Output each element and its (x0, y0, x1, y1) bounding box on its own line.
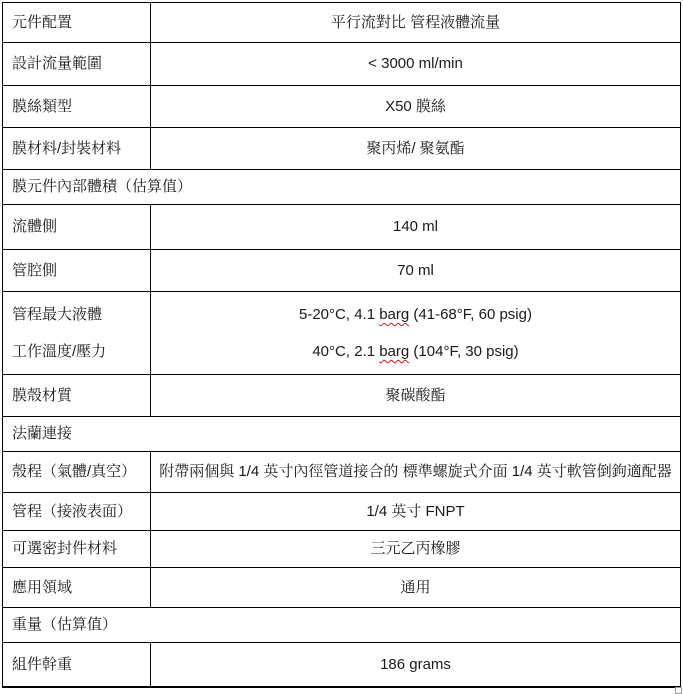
table-row (3, 128, 680, 170)
row-value (151, 86, 680, 127)
label-line: 膜殼材質 (12, 386, 73, 404)
value-text: (104°F, 30 psig) (409, 343, 519, 360)
row-label (3, 531, 151, 567)
label-line: 管程（接液表面） (12, 502, 133, 520)
table-row (3, 250, 680, 292)
row-value (151, 493, 680, 530)
value-text: 5-20°C, 4.1 (299, 305, 380, 323)
table-row (3, 292, 680, 375)
value-line (370, 540, 460, 557)
section-header-row (3, 608, 680, 643)
value-text: < 3000 ml/min (368, 55, 463, 73)
section-header-row (3, 170, 680, 205)
value-text: X50 膜絲 (385, 97, 446, 115)
value-text: 通用 (400, 578, 431, 596)
row-label (3, 493, 151, 530)
value-text: 70 ml (397, 261, 434, 279)
row-value (151, 250, 680, 291)
row-label (3, 452, 151, 492)
value-line (393, 218, 438, 235)
label-line: 管程最大液體 (12, 305, 103, 323)
value-text: 聚碳酸酯 (385, 386, 446, 404)
value-line (312, 343, 518, 360)
row-value (151, 568, 680, 607)
table-row (3, 643, 680, 686)
value-line (299, 306, 532, 323)
value-line (366, 140, 464, 157)
value-line (331, 14, 500, 31)
row-label (3, 250, 151, 291)
label-line: 可選密封件材料 (12, 540, 118, 558)
row-value (151, 3, 680, 42)
table-row (3, 531, 680, 568)
label-line: 組件幹重 (12, 655, 73, 673)
value-text: (41-68°F, 60 psig) (409, 305, 532, 323)
row-label (3, 205, 151, 249)
value-line (385, 387, 445, 404)
value-line (368, 55, 463, 72)
row-label (3, 86, 151, 127)
row-label (3, 375, 151, 416)
value-text: 三元乙丙橡膠 (370, 540, 461, 558)
label-line: 流體側 (12, 218, 58, 236)
value-text: 40°C, 2.1 (312, 343, 380, 360)
table-row (3, 3, 680, 43)
label-line: 膜絲類型 (12, 97, 73, 115)
spellcheck-squiggle-text: barg (379, 305, 410, 323)
table-resize-handle[interactable] (675, 687, 682, 694)
value-line (397, 262, 434, 279)
value-line (400, 579, 430, 596)
label-line: 膜材料/封裝材料 (12, 139, 122, 157)
table-row (3, 86, 680, 128)
label-line: 工作溫度/壓力 (12, 343, 107, 360)
label-line: 管腔側 (12, 261, 58, 279)
label-line: 應用領域 (12, 578, 73, 596)
row-value (151, 643, 680, 686)
row-label (3, 43, 151, 85)
label-line: 重量（估算值） (12, 616, 118, 634)
row-label (3, 128, 151, 169)
table-row (3, 205, 680, 250)
value-text: 平行流對比 管程液體流量 (330, 13, 501, 31)
label-line: 法蘭連接 (12, 425, 73, 443)
row-value (151, 452, 680, 492)
row-value (151, 292, 680, 374)
value-text: 1/4 英寸 FNPT (366, 502, 465, 520)
value-line (380, 656, 451, 673)
spec-table (2, 2, 681, 688)
value-line (159, 463, 672, 480)
table-row (3, 452, 680, 493)
value-text: 186 grams (380, 655, 451, 673)
row-value (151, 205, 680, 249)
row-value (151, 128, 680, 169)
row-label (3, 3, 151, 42)
value-line (366, 503, 464, 520)
label-line: 殼程（氣體/真空） (12, 463, 137, 481)
table-row (3, 375, 680, 417)
table-row (3, 43, 680, 86)
row-label (3, 568, 151, 607)
row-label (3, 292, 151, 374)
row-value (151, 43, 680, 85)
row-value (151, 531, 680, 567)
value-line (385, 98, 446, 115)
label-line: 膜元件內部體積（估算值） (12, 178, 193, 196)
value-text: 附帶兩個與 1/4 英寸內徑管道接合的 標準螺旋式介面 1/4 英寸軟管倒鉤適配器 (159, 463, 672, 481)
label-line: 元件配置 (12, 13, 73, 31)
section-title (3, 417, 680, 451)
section-title (3, 608, 680, 642)
table-row (3, 568, 680, 608)
section-title (3, 170, 680, 204)
row-label (3, 643, 151, 686)
label-line: 設計流量範圍 (12, 55, 103, 73)
table-row (3, 493, 680, 531)
section-header-row (3, 417, 680, 452)
value-text: 140 ml (392, 218, 439, 236)
spellcheck-squiggle-text: barg (379, 343, 410, 360)
row-value (151, 375, 680, 416)
value-text: 聚丙烯/ 聚氨酯 (366, 139, 465, 157)
